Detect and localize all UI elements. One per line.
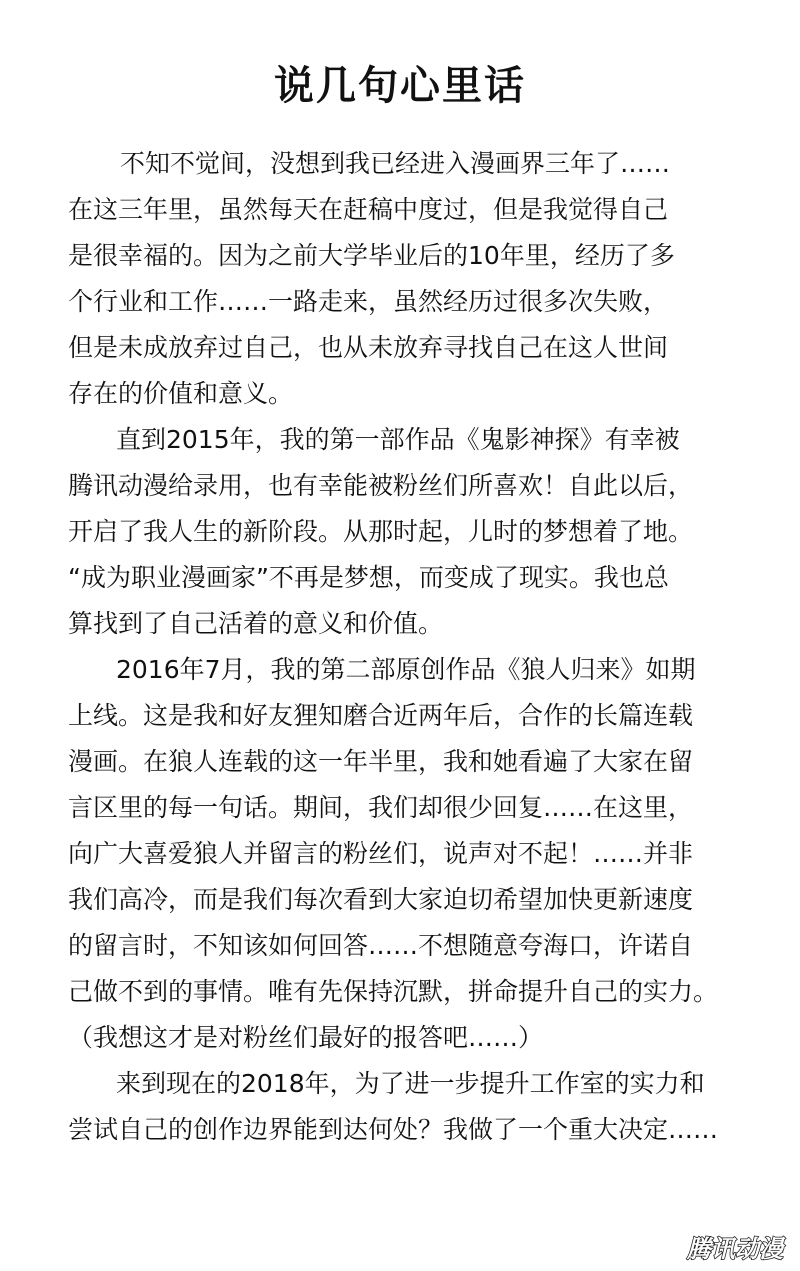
- tencent-comic-logo: [676, 1232, 794, 1264]
- text-line: 是很幸福的。因为之前大学毕业后的10年里，经历了多: [68, 241, 675, 270]
- text-line: （我想这才是对粉丝们最好的报答吧……）: [68, 1023, 544, 1052]
- text-line: 2016年7月，我的第二部原创作品《狼人归来》如期: [116, 655, 696, 684]
- text-line: 在这三年里，虽然每天在赶稿中度过，但是我觉得自己: [68, 195, 669, 224]
- text-line: 尝试自己的创作边界能到达何处？我做了一个重大决定……: [68, 1115, 719, 1144]
- text-line: 直到2015年，我的第一部作品《鬼影神探》有幸被: [116, 425, 680, 454]
- text-line: 己做不到的事情。唯有先保持沉默，拼命提升自己的实力。: [68, 977, 719, 1006]
- text-line: 个行业和工作……一路走来，虽然经历过很多次失败，: [68, 287, 669, 316]
- text-line: 我们高冷，而是我们每次看到大家迫切希望加快更新速度: [68, 885, 694, 914]
- text-line: 向广大喜爱狼人并留言的粉丝们，说声对不起！……并非: [68, 839, 694, 868]
- text-line: 开启了我人生的新阶段。从那时起，儿时的梦想着了地。: [68, 517, 694, 546]
- letter-body: [68, 141, 768, 1153]
- text-line: 但是未成放弃过自己，也从未放弃寻找自己在这人世间: [68, 333, 669, 362]
- page-title: 说几句心里话: [274, 62, 526, 109]
- text-line: 不知不觉间，没想到我已经进入漫画界三年了……: [120, 149, 671, 178]
- text-line: 上线。这是我和好友狸知磨合近两年后，合作的长篇连载: [68, 701, 694, 730]
- text-line: “成为职业漫画家”不再是梦想，而变成了现实。我也总: [68, 563, 669, 592]
- text-line: 言区里的每一句话。期间，我们却很少回复……在这里，: [68, 793, 694, 822]
- text-line: 漫画。在狼人连载的这一年半里，我和她看遍了大家在留: [68, 747, 694, 776]
- text-line: 的留言时，不知该如何回答……不想随意夸海口，许诺自: [68, 931, 694, 960]
- text-line: 算找到了自己活着的意义和价值。: [68, 609, 444, 638]
- text-line: 腾讯动漫给录用，也有幸能被粉丝们所喜欢！自此以后，: [68, 471, 694, 500]
- text-line: 存在的价值和意义。: [68, 379, 294, 408]
- text-line: 来到现在的2018年，为了进一步提升工作室的实力和: [116, 1069, 705, 1098]
- svg-text:腾讯动漫: 腾讯动漫: [687, 1235, 783, 1263]
